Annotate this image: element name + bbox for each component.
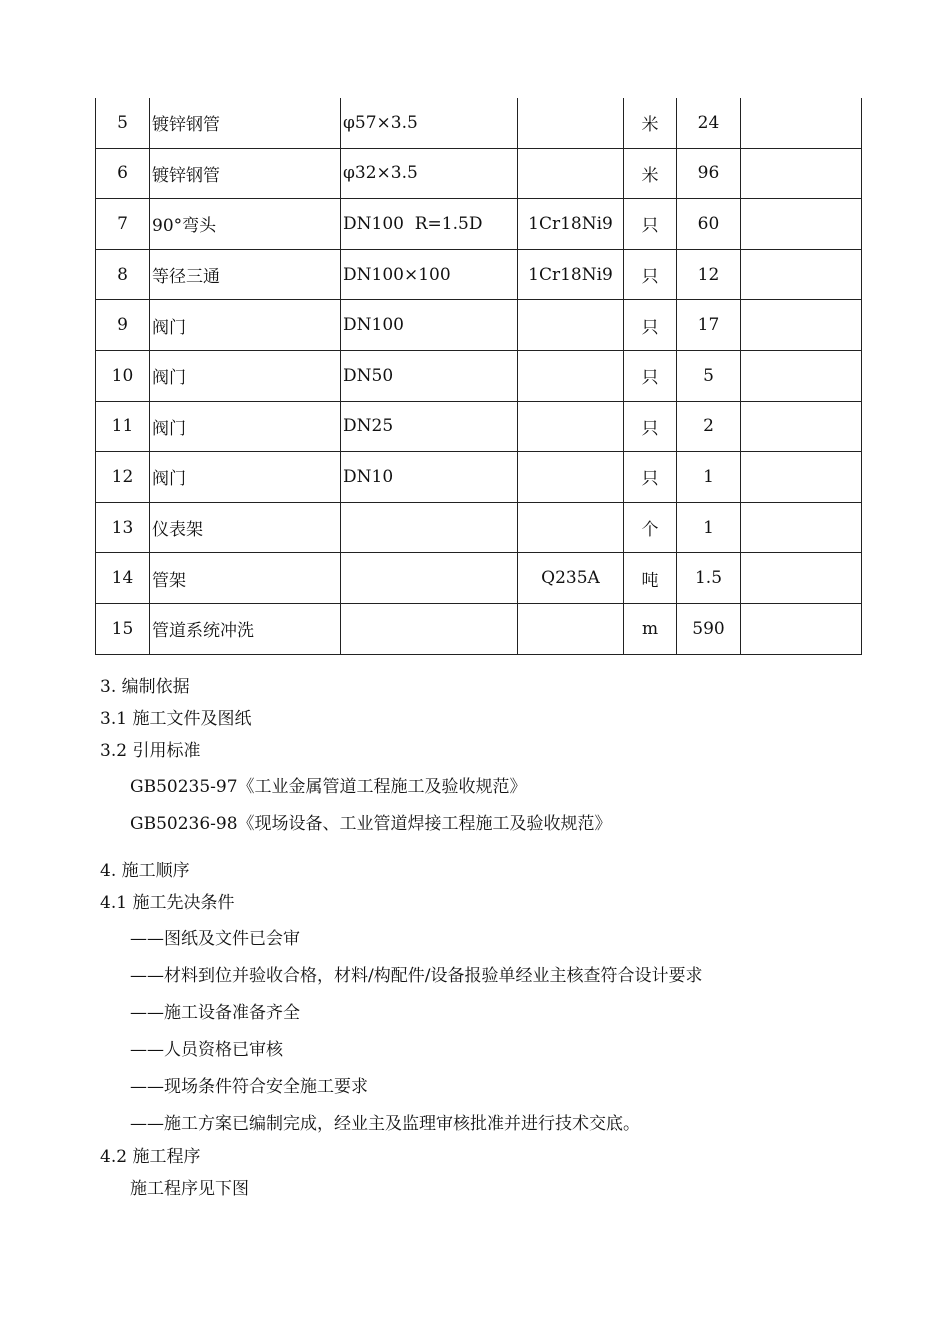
table-row <box>96 553 862 604</box>
item-note <box>741 98 862 148</box>
condition-item: ——图纸及文件已会审 <box>130 929 300 949</box>
condition-item: ——现场条件符合安全施工要求 <box>130 1077 368 1097</box>
item-spec <box>341 603 518 654</box>
section-4-2-heading: 4.2 施工程序 <box>100 1147 201 1167</box>
section-4-1-heading: 4.1 施工先决条件 <box>100 893 235 913</box>
item-quantity: 1 <box>677 502 741 553</box>
row-number: 5 <box>96 98 150 148</box>
item-quantity: 5 <box>677 350 741 401</box>
table-row <box>96 300 862 351</box>
item-note <box>741 452 862 503</box>
row-number: 7 <box>96 199 150 250</box>
table-row <box>96 350 862 401</box>
item-quantity: 1.5 <box>677 553 741 604</box>
item-note <box>741 300 862 351</box>
item-material <box>518 350 624 401</box>
condition-item: ——施工方案已编制完成，经业主及监理审核批准并进行技术交底。 <box>130 1114 640 1134</box>
item-unit: 只 <box>624 199 677 250</box>
item-name: 管道系统冲洗 <box>150 603 341 654</box>
item-note <box>741 553 862 604</box>
item-name: 镀锌钢管 <box>150 98 341 148</box>
row-number: 15 <box>96 603 150 654</box>
section-3-heading: 3. 编制依据 <box>100 677 190 697</box>
table-row <box>96 199 862 250</box>
item-quantity: 12 <box>677 249 741 300</box>
item-name: 仪表架 <box>150 502 341 553</box>
item-name: 阀门 <box>150 300 341 351</box>
standard-reference: GB50236-98《现场设备、工业管道焊接工程施工及验收规范》 <box>130 814 612 834</box>
item-quantity: 2 <box>677 401 741 452</box>
item-quantity: 60 <box>677 199 741 250</box>
item-unit: 只 <box>624 401 677 452</box>
item-unit: 只 <box>624 249 677 300</box>
row-number: 14 <box>96 553 150 604</box>
item-spec: φ32×3.5 <box>341 148 518 199</box>
body-text <box>100 673 880 1207</box>
item-unit: 个 <box>624 502 677 553</box>
row-number: 10 <box>96 350 150 401</box>
section-3-1-heading: 3.1 施工文件及图纸 <box>100 709 252 729</box>
section-4-2-text: 施工程序见下图 <box>130 1179 249 1199</box>
item-name: 等径三通 <box>150 249 341 300</box>
standard-reference: GB50235-97《工业金属管道工程施工及验收规范》 <box>130 777 527 797</box>
table-row <box>96 401 862 452</box>
item-note <box>741 148 862 199</box>
item-quantity: 590 <box>677 603 741 654</box>
item-note <box>741 350 862 401</box>
item-material <box>518 502 624 553</box>
item-note <box>741 249 862 300</box>
item-material <box>518 148 624 199</box>
item-material <box>518 300 624 351</box>
table-row <box>96 603 862 654</box>
item-name: 阀门 <box>150 452 341 503</box>
item-note <box>741 401 862 452</box>
item-material: Q235A <box>518 553 624 604</box>
condition-item: ——施工设备准备齐全 <box>130 1003 300 1023</box>
item-spec: DN25 <box>341 401 518 452</box>
item-name: 90°弯头 <box>150 199 341 250</box>
item-name: 管架 <box>150 553 341 604</box>
item-spec: DN50 <box>341 350 518 401</box>
condition-item: ——材料到位并验收合格，材料/构配件/设备报验单经业主核查符合设计要求 <box>130 966 703 986</box>
item-quantity: 96 <box>677 148 741 199</box>
item-note <box>741 603 862 654</box>
section-3-2-heading: 3.2 引用标准 <box>100 741 201 761</box>
item-name: 阀门 <box>150 401 341 452</box>
item-quantity: 24 <box>677 98 741 148</box>
spacer <box>100 843 880 857</box>
item-spec: DN100×100 <box>341 249 518 300</box>
item-material <box>518 452 624 503</box>
item-note <box>741 502 862 553</box>
item-material <box>518 98 624 148</box>
item-unit: 米 <box>624 148 677 199</box>
materials-table <box>95 98 862 655</box>
row-number: 13 <box>96 502 150 553</box>
table-row <box>96 502 862 553</box>
section-4-heading: 4. 施工顺序 <box>100 861 190 881</box>
row-number: 11 <box>96 401 150 452</box>
item-spec: DN10 <box>341 452 518 503</box>
table-row <box>96 98 862 148</box>
item-unit: 只 <box>624 452 677 503</box>
row-number: 8 <box>96 249 150 300</box>
item-spec: φ57×3.5 <box>341 98 518 148</box>
condition-item: ——人员资格已审核 <box>130 1040 283 1060</box>
row-number: 12 <box>96 452 150 503</box>
item-material: 1Cr18Ni9 <box>518 199 624 250</box>
item-name: 阀门 <box>150 350 341 401</box>
item-unit: 只 <box>624 350 677 401</box>
item-unit: 吨 <box>624 553 677 604</box>
row-number: 6 <box>96 148 150 199</box>
item-spec <box>341 502 518 553</box>
item-note <box>741 199 862 250</box>
item-unit: m <box>624 603 677 654</box>
table-row <box>96 452 862 503</box>
item-material: 1Cr18Ni9 <box>518 249 624 300</box>
item-spec: DN100 R=1.5D <box>341 199 518 250</box>
table-row <box>96 249 862 300</box>
row-number: 9 <box>96 300 150 351</box>
item-name: 镀锌钢管 <box>150 148 341 199</box>
item-quantity: 1 <box>677 452 741 503</box>
item-unit: 只 <box>624 300 677 351</box>
item-quantity: 17 <box>677 300 741 351</box>
item-spec: DN100 <box>341 300 518 351</box>
item-material <box>518 603 624 654</box>
item-material <box>518 401 624 452</box>
table-row <box>96 148 862 199</box>
item-unit: 米 <box>624 98 677 148</box>
item-spec <box>341 553 518 604</box>
